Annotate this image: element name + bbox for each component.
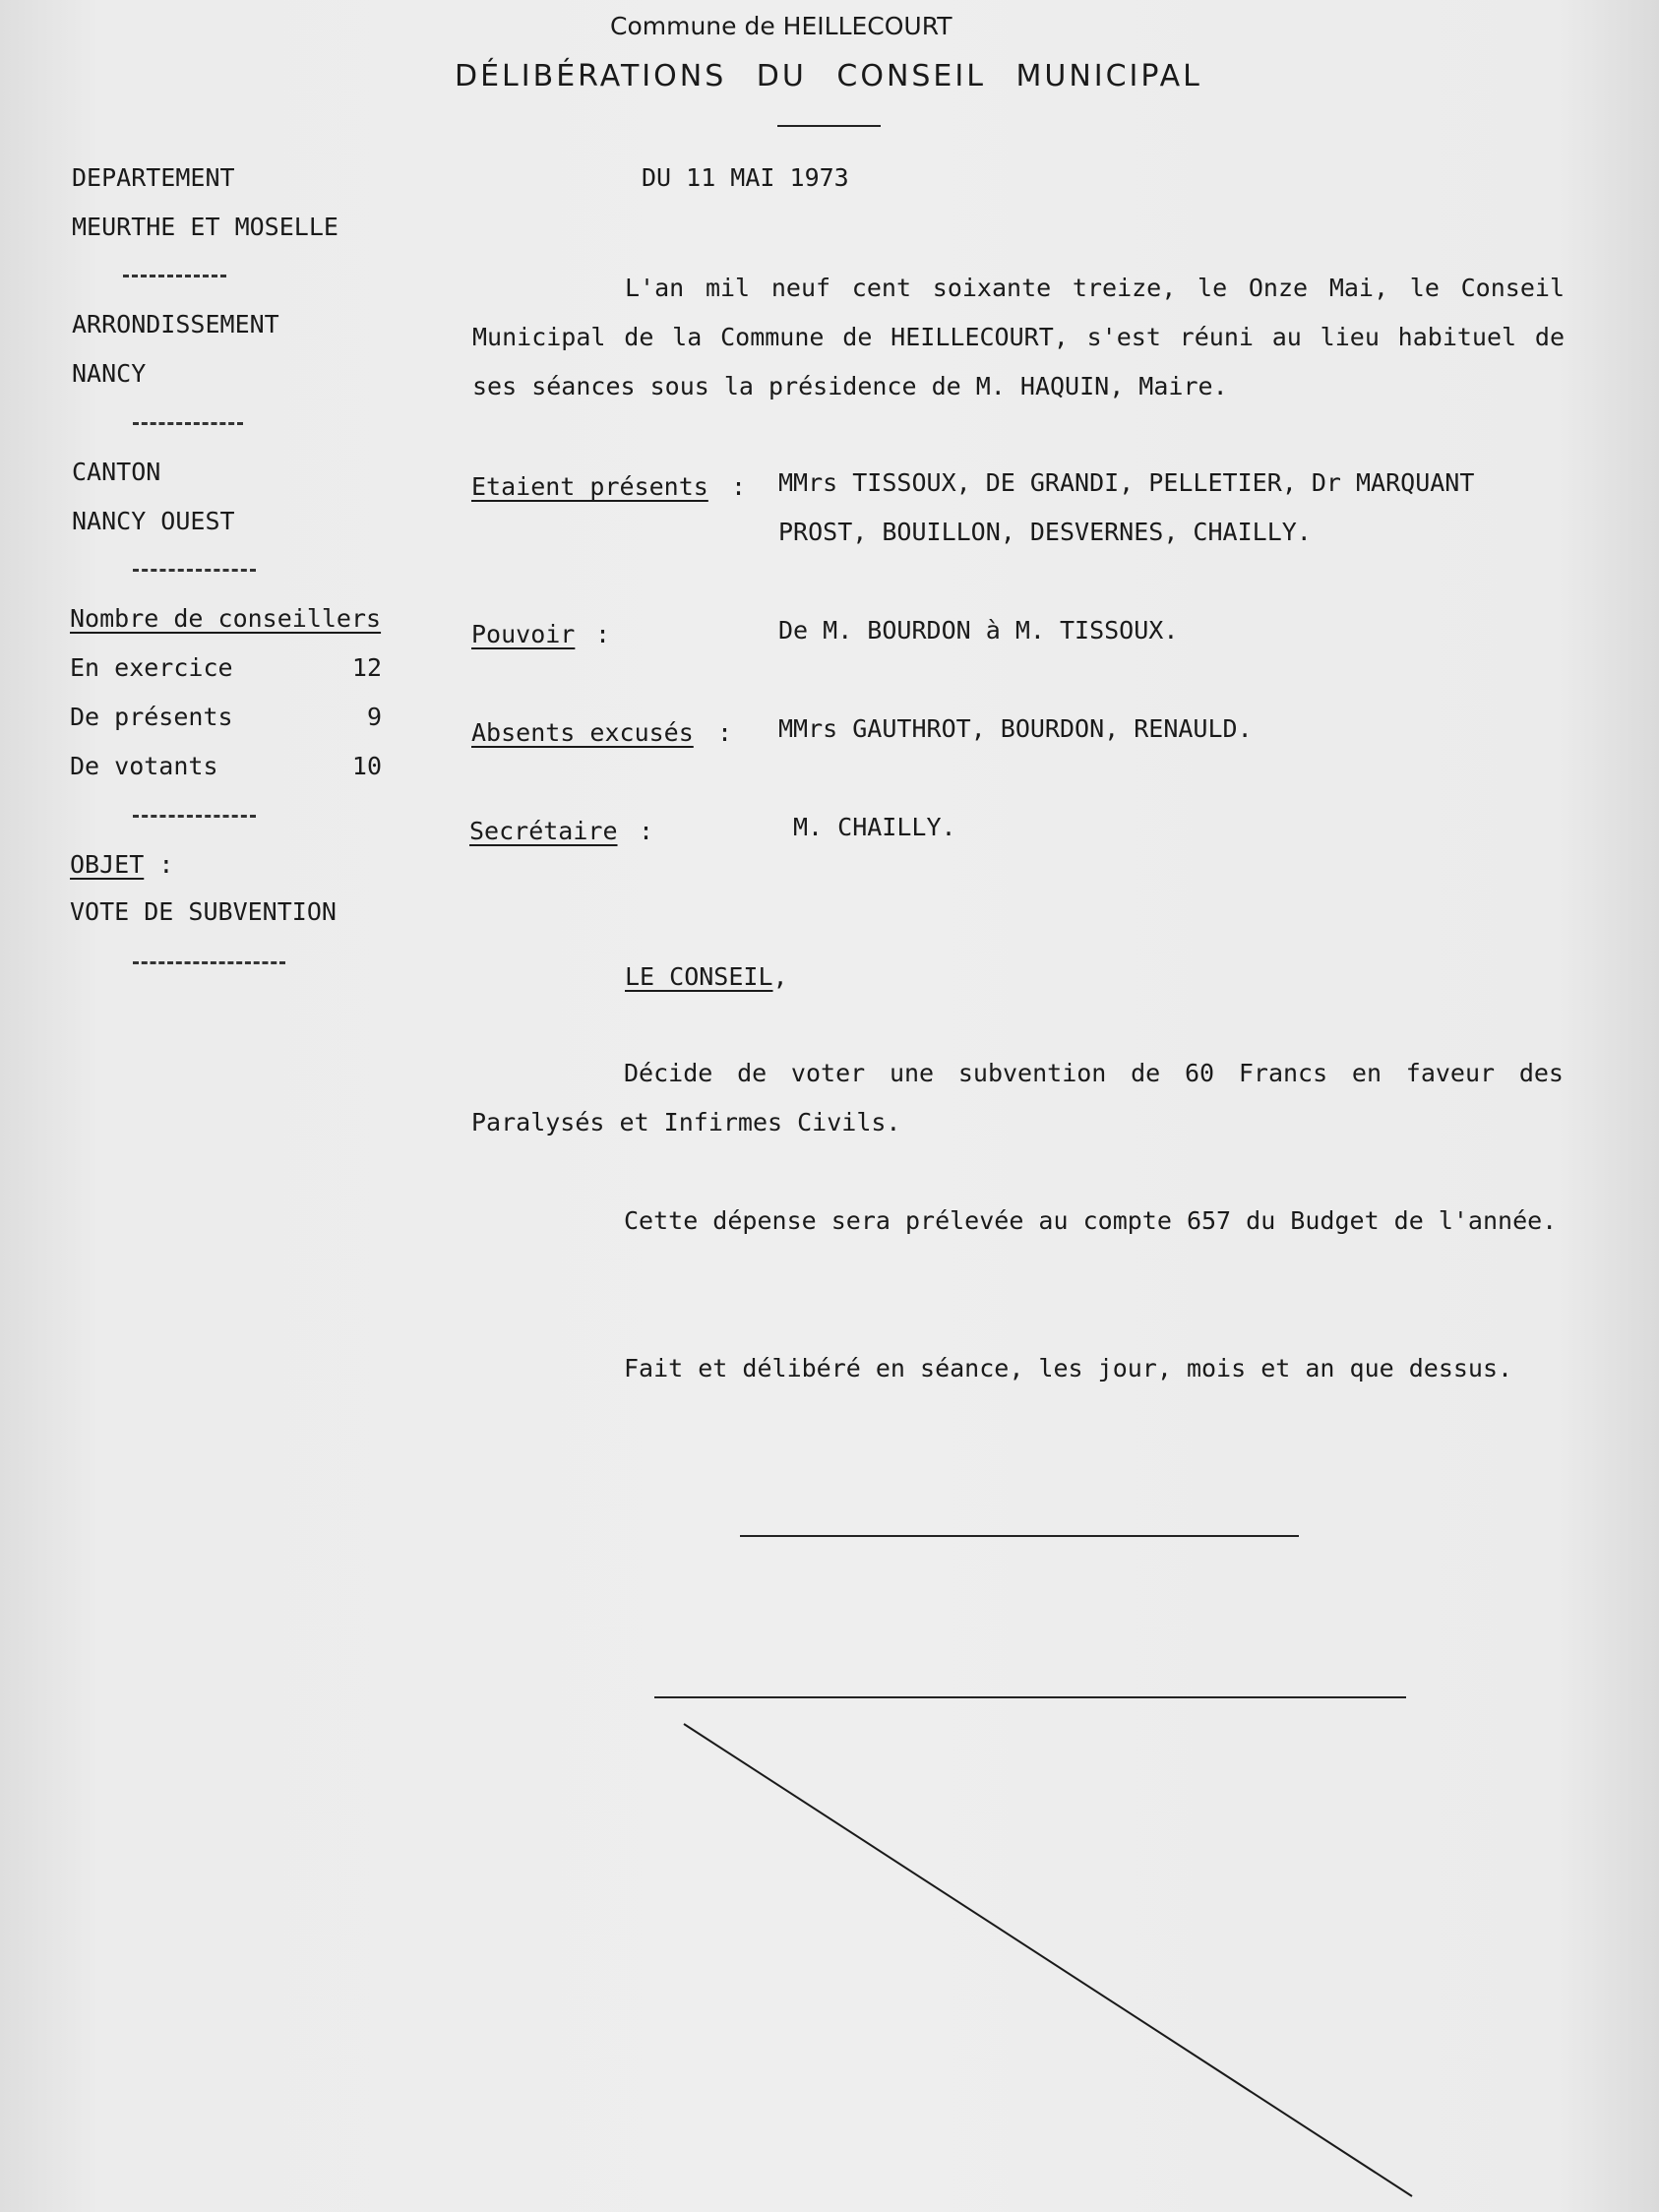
fait-paragraph: Fait et délibéré en séance, les jour, mois et an que dessus.	[624, 1354, 1513, 1382]
objet-colon: :	[158, 850, 174, 879]
conseil-heading: LE CONSEIL	[625, 962, 773, 991]
presents-colon: :	[731, 472, 747, 501]
conseillers-title: Nombre de conseillers	[70, 604, 382, 633]
pouvoir-label: Pouvoir	[471, 620, 576, 648]
arrondissement-value: NANCY	[72, 359, 147, 388]
absents-colon: :	[717, 718, 733, 747]
absents-label: Absents excusés	[471, 718, 694, 747]
depense-paragraph: Cette dépense sera prélevée au compte 657 du Budget de l'année.	[624, 1206, 1558, 1235]
secretaire-label: Secrétaire	[469, 817, 618, 845]
objet-label: OBJET	[70, 850, 145, 879]
departement-label: DEPARTEMENT	[72, 163, 235, 192]
absents-value: MMrs GAUTHROT, BOURDON, RENAULD.	[778, 714, 1253, 743]
conseil-comma: ,	[772, 962, 788, 991]
canton-label: CANTON	[72, 458, 161, 486]
conseillers-row-label: En exercice	[70, 653, 233, 682]
canton-value: NANCY OUEST	[72, 507, 235, 535]
conseillers-row-label: De présents	[70, 703, 233, 731]
intro-paragraph: L'an mil neuf cent soixante treize, le Onze Mai, le Conseil Municipal de la Commune de HEILLECOURT, s'est réuni au lieu habituel de ses séances sous la présidence de M. HAQUIN, Maire.	[472, 274, 1565, 400]
arrondissement-label: ARRONDISSEMENT	[72, 310, 279, 338]
conseillers-row-label: De votants	[70, 752, 218, 780]
conseillers-row-value: 12	[351, 653, 382, 682]
pouvoir-value: De M. BOURDON à M. TISSOUX.	[778, 616, 1179, 645]
meeting-date: DU 11 MAI 1973	[642, 163, 849, 192]
secretaire-value: M. CHAILLY.	[793, 813, 956, 841]
departement-value: MEURTHE ET MOSELLE	[72, 213, 338, 241]
presents-line-2: PROST, BOUILLON, DESVERNES, CHAILLY.	[778, 518, 1312, 546]
objet-value: VOTE DE SUBVENTION	[70, 897, 337, 926]
page-title: DÉLIBÉRATIONS DU CONSEIL MUNICIPAL	[455, 59, 1202, 93]
conseillers-row-value: 9	[366, 703, 382, 731]
conseillers-row-value: 10	[351, 752, 382, 780]
pouvoir-colon: :	[595, 620, 611, 648]
commune-heading: Commune de HEILLECOURT	[610, 12, 952, 40]
presents-label: Etaient présents	[471, 472, 708, 501]
diagonal-line	[684, 1724, 1412, 2196]
presents-line-1: MMrs TISSOUX, DE GRANDI, PELLETIER, Dr MARQUANT	[778, 468, 1475, 497]
decision-paragraph: Décide de voter une subvention de 60 Francs en faveur des Paralysés et Infirmes Civils.	[471, 1059, 1564, 1137]
secretaire-colon: :	[639, 817, 654, 845]
